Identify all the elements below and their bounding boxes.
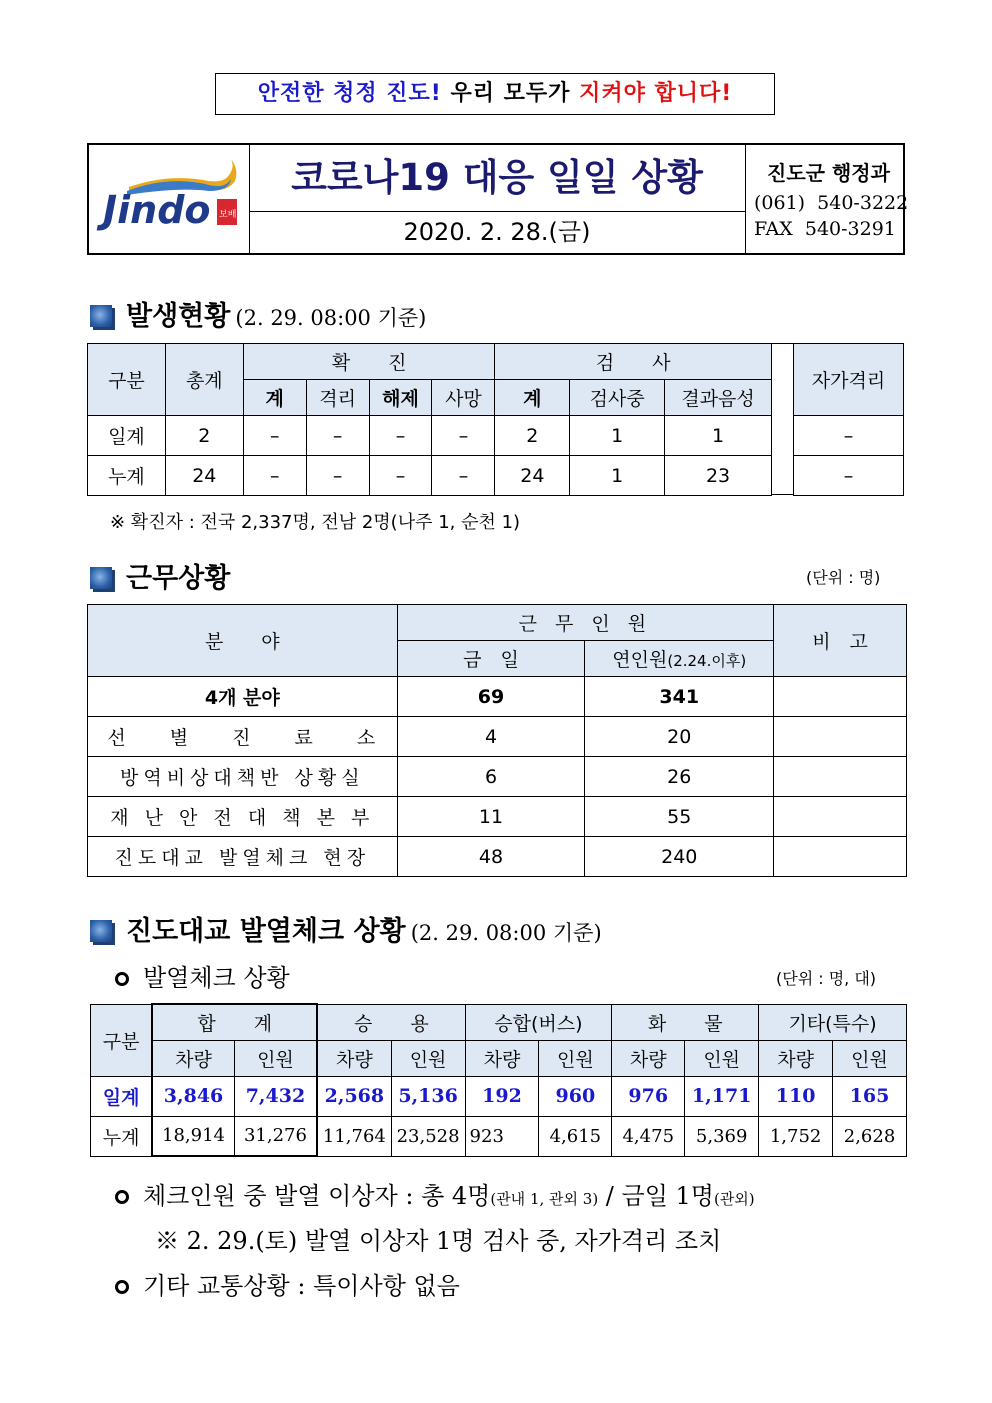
section-occurrence-heading: 발생현황 (2. 29. 08:00 기준) <box>90 294 426 333</box>
header-test: 검 사 <box>495 344 772 380</box>
circle-bullet-icon <box>115 1190 129 1204</box>
header-cumulative: 연인원(2.24.이후) <box>585 641 774 677</box>
header-remarks: 비 고 <box>774 605 907 677</box>
confirmed-note: ※ 확진자 : 전국 2,337명, 전남 2명(나주 1, 순천 1) <box>110 512 521 533</box>
fever-note: ※ 2. 29.(토) 발열 이상자 1명 검사 중, 자가격리 조치 <box>155 1227 722 1255</box>
table-row: 방역비상대책반 상황실 6 26 <box>88 757 907 797</box>
table-row: 누계 18,914 31,276 11,764 23,528 923 4,615 4,475 5,369 1,752 2,628 <box>91 1116 907 1156</box>
circle-bullet-icon <box>115 1280 129 1294</box>
header-passenger: 승 용 <box>317 1004 465 1040</box>
header-released: 해제 <box>369 380 432 416</box>
header-category: 구분 <box>88 344 166 416</box>
document-header <box>87 143 909 255</box>
circle-bullet-icon <box>115 972 129 986</box>
header-test-sum: 계 <box>495 380 570 416</box>
document-date: 2020. 2. 28.(금) <box>249 211 746 253</box>
svg-text:보배: 보배 <box>219 210 237 220</box>
header-confirmed: 확 진 <box>243 344 495 380</box>
table-row: 4개 분야 69 341 <box>88 677 907 717</box>
section-bullet-icon <box>90 920 112 942</box>
fax-number: FAX 540-3291 <box>754 218 896 240</box>
unit-label: (단위 : 명, 대) <box>776 969 877 988</box>
header-total: 합 계 <box>152 1004 317 1040</box>
header-death: 사망 <box>432 380 495 416</box>
document-title: 코로나19 대응 일일 상황 <box>249 145 746 212</box>
jindo-logo-icon <box>89 145 249 253</box>
table-row: 진도대교 발열체크 현장 48 240 <box>88 837 907 877</box>
traffic-bullet: 기타 교통상황 : 특이사항 없음 <box>115 1266 460 1301</box>
header-today: 금 일 <box>397 641 585 677</box>
table-row: 선 별 진 료 소 4 20 <box>88 717 907 757</box>
header-bus: 승합(버스) <box>465 1004 612 1040</box>
table-row: 누계 24 – – – – 24 1 23 <box>88 456 772 496</box>
header-field: 분 야 <box>88 605 398 677</box>
banner-part1: 안전한 청정 진도! <box>257 81 442 106</box>
contact-info <box>746 145 909 253</box>
fever-check-table: 구분 합 계 승 용 승합(버스) 화 물 기타(특수) 차량 인원 차량 인원 차량 인원 차량 인원 차량 인원 일계 3,846 7,432 2,568 5,136 192 960 976 1,171 110 165 누계 18,914 31,276 11,764 23,528 923 4,615 4,475 5,369 1,752 2,628 <box>90 1003 907 1157</box>
phone-number: (061) 540-3222 <box>754 192 909 214</box>
table-row: 일계 2 – – – – 2 1 1 <box>88 416 772 456</box>
section-bullet-icon <box>90 305 112 327</box>
fever-check-subheading: 발열체크 상황 <box>115 958 290 993</box>
section-bullet-icon <box>90 567 112 589</box>
header-staff: 근 무 인 원 <box>397 605 774 641</box>
unit-label: (단위 : 명) <box>806 568 881 587</box>
department-name: 진도군 행정과 <box>767 161 890 185</box>
occurrence-table <box>87 343 772 496</box>
table-gap <box>771 343 793 495</box>
banner-part2: 우리 모두가 <box>441 81 580 106</box>
table-row: 재 난 안 전 대 책 본 부 11 55 <box>88 797 907 837</box>
svg-text:Jindo: Jindo <box>103 188 211 232</box>
section-fever-check-heading: 진도대교 발열체크 상황 (2. 29. 08:00 기준) <box>90 909 602 948</box>
work-table <box>87 604 907 877</box>
header-confirmed-sum: 계 <box>243 380 306 416</box>
logo-cell <box>89 145 250 253</box>
header-isolated: 격리 <box>306 380 369 416</box>
header-cargo: 화 물 <box>612 1004 759 1040</box>
header-self-quarantine: 자가격리 <box>794 344 904 416</box>
header-category: 구분 <box>91 1004 153 1076</box>
safety-banner <box>215 73 775 115</box>
table-row: 일계 3,846 7,432 2,568 5,136 192 960 976 1,171 110 165 <box>91 1076 907 1116</box>
section-work-heading: 근무상황 <box>90 556 230 595</box>
header-total: 총계 <box>165 344 243 416</box>
self-quarantine-table: 자가격리 – – <box>793 343 904 496</box>
header-testing: 검사중 <box>570 380 665 416</box>
banner-part3: 지켜야 합니다! <box>579 81 733 106</box>
header-other: 기타(특수) <box>759 1004 907 1040</box>
header-negative: 결과음성 <box>665 380 772 416</box>
fever-abnormal-bullet: 체크인원 중 발열 이상자 : 총 4명(관내 1, 관외 3) / 금일 1명(관외) <box>115 1176 755 1211</box>
